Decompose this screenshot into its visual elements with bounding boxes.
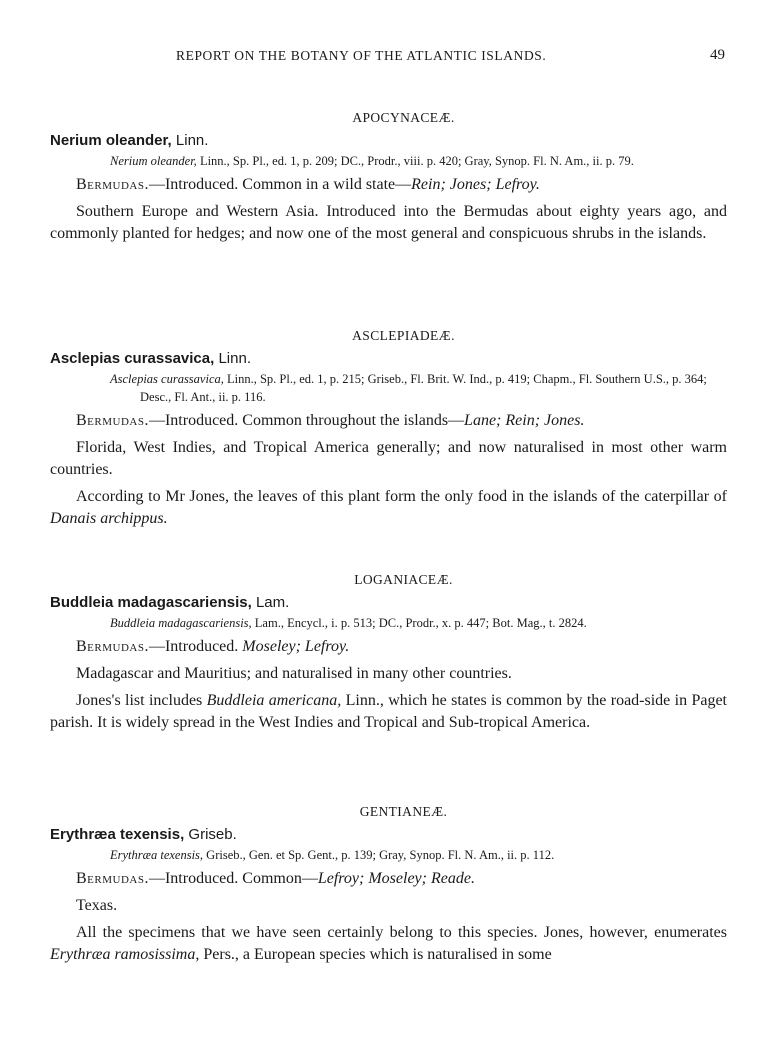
synonymy-name: Buddleia madagascariensis, [110, 616, 252, 630]
section-gentianeae [50, 804, 727, 971]
paragraph: Southern Europe and Western Asia. Introduced into the Bermudas about eighty years ago, and commonly planted for hedges; and now one of the most general and conspicuous shrubs in the islands. [50, 203, 727, 242]
locality-text: —Introduced. Common throughout the islands— [148, 412, 465, 429]
paragraph [50, 690, 727, 734]
synonymy-ref: Linn., Sp. Pl., ed. 1, p. 215; Griseb., Fl. Brit. W. Ind., p. 419; Chapm., Fl. Southern U.S., p. 364; Desc., Fl. Ant., ii. p. 116. [140, 372, 707, 404]
synonymy-name: Asclepias curassavica, [110, 372, 224, 386]
species-author: Linn. [218, 350, 251, 367]
species-name: Asclepias curassavica, [50, 350, 215, 367]
collectors: Rein; Jones; Lefroy. [411, 176, 540, 193]
species-heading [50, 350, 727, 367]
family-heading: LOGANIACEÆ. [354, 572, 453, 587]
species-name: Buddleia madagascariensis, [50, 594, 252, 611]
collectors: Lane; Rein; Jones. [464, 412, 585, 429]
species-heading [50, 132, 727, 149]
locality-label: Bermudas. [76, 638, 149, 655]
paragraph-text: Jones's list includes [76, 692, 207, 709]
section-apocynaceae [50, 110, 727, 250]
paragraph [50, 486, 727, 530]
synonymy [50, 614, 727, 632]
locality-line [50, 868, 727, 890]
taxon-name: Erythræa ramosissima, [50, 946, 200, 963]
paragraph: Madagascar and Mauritius; and naturalised in many other countries. [76, 665, 512, 682]
paragraph-text: All the specimens that we have seen certainly belong to this species. Jones, however, enumerates [76, 924, 727, 941]
locality-line [50, 636, 727, 658]
synonymy-ref: Linn., Sp. Pl., ed. 1, p. 209; DC., Prodr., viii. p. 420; Gray, Synop. Fl. N. Am., ii. p. 79. [199, 154, 634, 168]
species-author: Lam. [255, 594, 290, 611]
paragraph: Texas. [76, 897, 118, 914]
species-name: Erythræa texensis, [50, 826, 185, 843]
locality-text: —Introduced. Common— [148, 870, 318, 887]
running-title: REPORT ON THE BOTANY OF THE ATLANTIC ISLANDS. [176, 48, 547, 63]
collectors: Lefroy; Moseley; Reade. [317, 870, 475, 887]
locality-line [50, 410, 727, 432]
synonymy-name: Nerium oleander, [110, 154, 197, 168]
taxon-name: Danais archippus. [50, 510, 168, 527]
species-author: Griseb. [188, 826, 237, 843]
locality-text: —Introduced. [148, 638, 243, 655]
locality-text: —Introduced. Common in a wild state— [148, 176, 412, 193]
paragraph-text: According to Mr Jones, the leaves of this plant form the only food in the islands of the caterpillar of [76, 488, 727, 505]
locality-label: Bermudas. [76, 412, 149, 429]
family-heading: APOCYNACEÆ. [352, 110, 455, 125]
species-author: Linn. [175, 132, 209, 149]
synonymy-name: Erythræa texensis, [110, 848, 204, 862]
synonymy-ref: Griseb., Gen. et Sp. Gent., p. 139; Gray, Synop. Fl. N. Am., ii. p. 112. [206, 848, 555, 862]
family-heading: GENTIANEÆ. [359, 804, 448, 819]
synonymy [50, 370, 727, 406]
synonymy [50, 846, 727, 864]
page-number: 49 [710, 47, 725, 63]
paragraph-text: Pers., a European species which is naturalised in some [199, 946, 552, 963]
taxon-name: Buddleia americana, [206, 692, 342, 709]
synonymy-ref: Lam., Encycl., i. p. 513; DC., Prodr., x. p. 447; Bot. Mag., t. 2824. [254, 616, 587, 630]
paragraph-text: Linn., which he states is common by the road-side in Paget parish. It is widely spread in the West Indies and Tropical and Sub-tropical America. [50, 692, 728, 731]
species-name: Nerium oleander, [50, 132, 172, 149]
collectors: Moseley; Lefroy. [242, 638, 350, 655]
page-header [50, 48, 727, 68]
paragraph: Florida, West Indies, and Tropical America generally; and now naturalised in most other warm countries. [50, 439, 727, 478]
species-heading [50, 594, 727, 611]
section-asclepiadeae [50, 328, 727, 535]
family-heading: ASCLEPIADEÆ. [352, 328, 455, 343]
paragraph [50, 922, 727, 966]
synonymy [50, 152, 727, 170]
species-heading [50, 826, 727, 843]
section-loganiaceae [50, 572, 727, 739]
locality-label: Bermudas. [76, 870, 149, 887]
locality-line [50, 174, 727, 196]
locality-label: Bermudas. [76, 176, 149, 193]
